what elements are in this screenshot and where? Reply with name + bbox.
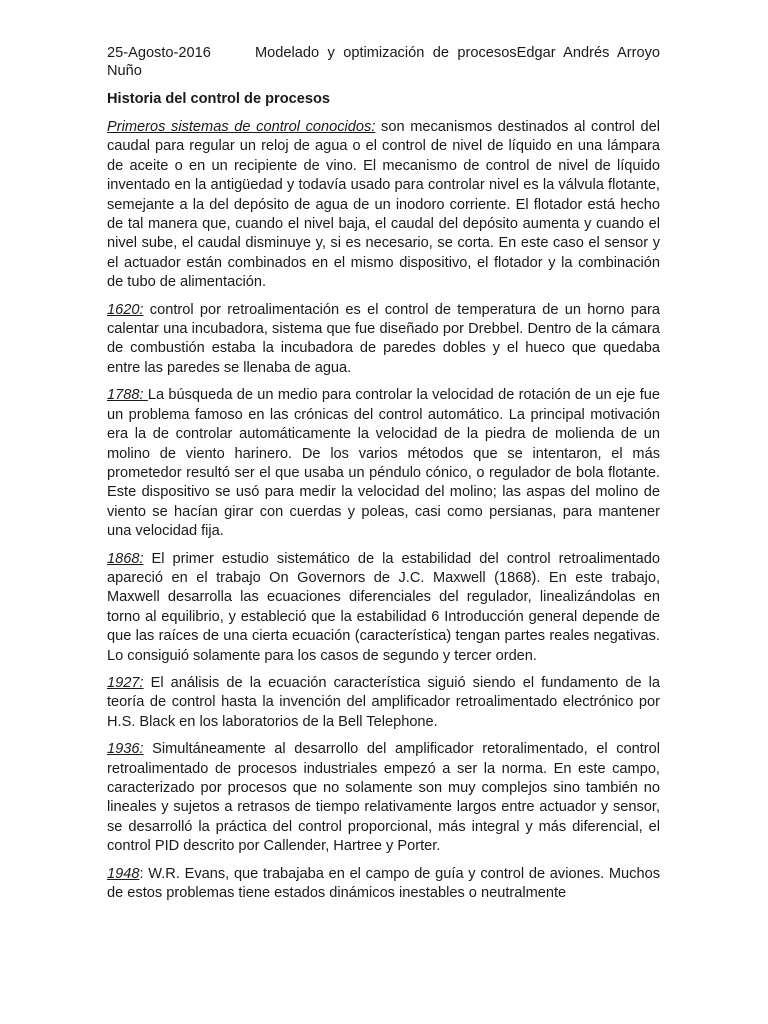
paragraph-lead: 1936: xyxy=(107,741,144,758)
document-title: Historia del control de procesos xyxy=(107,91,331,107)
paragraph xyxy=(107,386,660,541)
header-course: Modelado y optimización de procesos xyxy=(255,45,517,61)
page-header xyxy=(107,44,660,80)
paragraph-text: control por retroalimentación es el control de temperatura de un horno para calentar una incubadora, sistema que fue diseñado por Drebbel. Dentro de la cámara de combustión estaba la incubadora de paredes dobles y el hueco que quedaba entre las paredes se llenaba de agua. xyxy=(107,301,660,376)
paragraph-text: Simultáneamente al desarrollo del amplificador retoralimentado, el control retroalimentado de procesos industriales empezó a ser la norma. En este campo, caracterizado por procesos que no solamente son muy complejos sino también no lineales y sujetos a retrasos de tiempo relativamente largos entre actuador y sensor, se desarrolló la práctica del control proporcional, más integral y más diferencial, el control PID descrito por Callender, Hartree y Porter. xyxy=(107,741,660,855)
header-author: Edgar Andrés Arroyo Nuño xyxy=(107,45,660,79)
paragraph xyxy=(107,865,660,904)
paragraph-lead: 1868: xyxy=(107,550,144,567)
paragraph-lead: Primeros sistemas de control conocidos: xyxy=(107,119,376,135)
paragraph-lead: 1948 xyxy=(107,865,140,882)
paragraph-text: El primer estudio sistemático de la estabilidad del control retroalimentado apareció en el trabajo On Governors de J.C. Maxwell (1868). En este trabajo, Maxwell desarrolla las ecuaciones diferenciales del regulador, linealizándolas en torno al equilibrio, y estableció que la estabilidad 6 Introducción general depende de que las raíces de una cierta ecuación (característica) tengan partes reales negativas. Lo consiguió solamente para los casos de segundo y tercer orden. xyxy=(107,550,660,664)
header-date: 25-Agosto-2016 xyxy=(107,45,211,61)
paragraph-lead: 1788: xyxy=(107,387,148,404)
paragraph xyxy=(107,118,660,293)
paragraph-text: : W.R. Evans, que trabajaba en el campo de guía y control de aviones. Muchos de estos problemas tiene estados dinámicos inestables o neutralmente xyxy=(107,865,660,902)
paragraph-text: La búsqueda de un medio para controlar la velocidad de rotación de un eje fue un problema famoso en las crónicas del control automático. La principal motivación era la de controlar automáticamente la velocidad de la piedra de molienda de un molino de viento harinero. De los varios métodos que se intentaron, el más prometedor resultó ser el que usaba un péndulo cónico, o regulador de bola flotante. Este dispositivo se usó para medir la velocidad del molino; las aspas del molino de viento se hacían girar con cuerdas y poleas, casi como persianas, para mantener una velocidad fija. xyxy=(107,387,660,540)
paragraph-text: El análisis de la ecuación característica siguió siendo el fundamento de la teoría de control hasta la invención del amplificador retroalimentado electrónico por H.S. Black en los laboratorios de la Bell Telephone. xyxy=(107,674,660,730)
paragraph xyxy=(107,740,660,856)
paragraph-lead: 1927: xyxy=(107,674,144,691)
paragraph xyxy=(107,674,660,732)
paragraph xyxy=(107,301,660,379)
paragraph-lead: 1620: xyxy=(107,301,144,318)
paragraph xyxy=(107,550,660,666)
paragraph-text: son mecanismos destinados al control del caudal para regular un reloj de agua o el control de nivel de líquido en una lámpara de aceite o en un recipiente de vino. El mecanismo de control de nivel de líquido inventado en la antigüedad y todavía usado para controlar nivel es la válvula flotante, semejante a la del depósito de agua de un inodoro corriente. El flotador está hecho de tal manera que, cuando el nivel baja, el caudal del depósito aumenta y cuando el nivel sube, el caudal disminuye y, si es necesario, se corta. En este caso el sensor y el actuador están combinados en el mismo dispositivo, el flotador y la combinación de tubo de alimentación. xyxy=(107,119,660,291)
